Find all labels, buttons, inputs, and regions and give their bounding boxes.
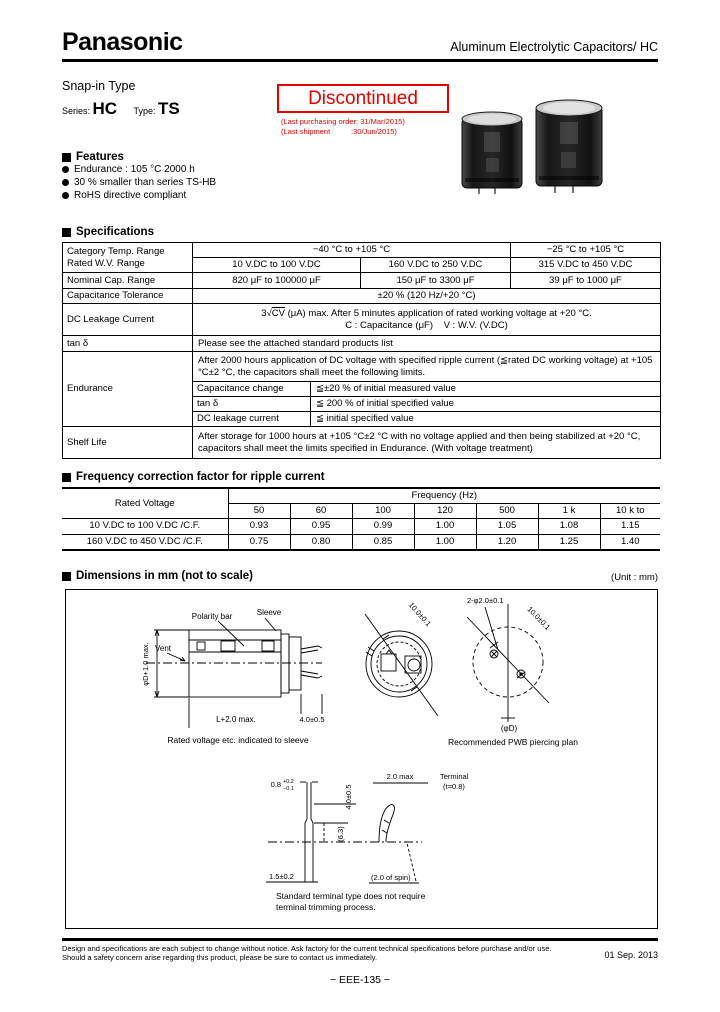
frequency-title [62, 471, 325, 483]
footer-disclaimer-2: Should a safety concern arise regarding this product, please be sure to contact us immediately. [62, 953, 378, 962]
table-row [63, 336, 661, 352]
freq-col-header: 100 [352, 503, 414, 518]
series-type-line [62, 99, 180, 119]
last-shipment-note: (Last shipment :30/Jun/2015) [281, 127, 397, 136]
spec-label-tan: tan δ [63, 336, 193, 352]
section-square-icon [62, 473, 71, 482]
dimensions-title-text: Dimensions in mm (not to scale) [76, 570, 253, 582]
freq-value: 1.00 [414, 518, 476, 534]
freq-value: 1.00 [414, 534, 476, 550]
spec-label-cell [63, 243, 193, 273]
pwb-pitch-dimension: 10.0±0.1 [525, 604, 553, 632]
spec-value: Please see the attached standard products list [193, 336, 661, 352]
endurance-sub-value: ≦ 200 % of initial specified value [311, 397, 661, 412]
features-title-text: Features [76, 151, 124, 163]
unit-note: (Unit : mm) [611, 572, 658, 583]
table-row [63, 243, 661, 258]
freq-value: 1.05 [476, 518, 538, 534]
freq-value: 0.95 [290, 518, 352, 534]
capacitor-photo-large [536, 100, 602, 193]
series-label: Series: [62, 106, 91, 116]
footer-date: 01 Sep. 2013 [604, 950, 658, 960]
dimensions-drawing-box [65, 589, 658, 929]
terminal-name-label: Terminal [440, 772, 469, 781]
table-row [63, 427, 661, 459]
series-value: HC [92, 99, 118, 118]
polarity-bar-label: Polarity bar [191, 612, 233, 621]
capacitor-photos [450, 96, 620, 196]
feature-text: Endurance : 105 °C 2000 h [74, 164, 195, 175]
spec-label-endurance: Endurance [63, 352, 193, 427]
table-row [63, 289, 661, 304]
diameter-dimension: φD+1.0 max. [141, 642, 150, 686]
spec-label-tolerance: Capacitance Tolerance [63, 289, 193, 304]
endurance-sub-label: DC leakage current [193, 412, 311, 427]
endurance-intro: After 2000 hours application of DC voltage with specified ripple current (≦rated DC working voltage) at +105 °C±2 °C, the capacitors shall meet the following limits. [193, 352, 661, 382]
side-view-caption: Rated voltage etc. indicated to sleeve [167, 735, 309, 745]
brand-logo: Panasonic [62, 28, 183, 56]
freq-value: 0.93 [228, 518, 290, 534]
freq-row-label: 160 V.DC to 450 V.DC /C.F. [62, 534, 228, 550]
table-row [63, 304, 661, 336]
frequency-title-text: Frequency correction factor for ripple current [76, 471, 325, 483]
terminal-thickness-label: (t=0.8) [443, 782, 465, 791]
endurance-sub-value: ≦ initial specified value [311, 412, 661, 427]
freq-col-header: 1 k [538, 503, 600, 518]
freq-value: 1.08 [538, 518, 600, 534]
bullet-icon [62, 192, 69, 199]
feature-item [62, 189, 216, 202]
specifications-title [62, 226, 154, 238]
page-number: − EEE-135 − [329, 974, 391, 986]
feature-text: RoHS directive compliant [74, 190, 187, 201]
spec-value: 10 V.DC to 100 V.DC [193, 258, 361, 273]
bullet-icon [62, 179, 69, 186]
freq-value: 0.80 [290, 534, 352, 550]
freq-col-header: 120 [414, 503, 476, 518]
bullet-icon [62, 166, 69, 173]
leakage-formula [196, 308, 657, 319]
endurance-sub-label: tan δ [193, 397, 311, 412]
leakage-legend: C : Capacitance (μF) V : W.V. (V.DC) [345, 319, 508, 331]
feature-item [62, 163, 216, 176]
frequency-table [62, 487, 660, 551]
terminal-width-plus-tol: +0.2 [283, 779, 294, 785]
endurance-sub-label: Capacitance change [193, 382, 311, 397]
spec-value: 150 μF to 3300 μF [361, 273, 511, 289]
features-section [62, 151, 216, 202]
footer-disclaimer-1: Design and specifications are each subject to change without notice. Ask factory for the current technical specifications before purchase and/or use. [62, 944, 552, 953]
spec-value: 820 μF to 100000 μF [193, 273, 361, 289]
spec-value: 39 μF to 1000 μF [511, 273, 661, 289]
freq-col-header: 10 k to [600, 503, 660, 518]
freq-value: 1.40 [600, 534, 660, 550]
footer-rule [62, 938, 658, 941]
table-row [62, 488, 660, 503]
spec-value: −25 °C to +105 °C [511, 243, 661, 258]
table-row [63, 273, 661, 289]
endurance-sub-value: ≦±20 % of initial measured value [311, 382, 661, 397]
shelf-value: After storage for 1000 hours at +105 °C±2 °C with no voltage applied and then being stabilized at +20 °C, capacitors shall meet the limits specified in Endurance. (With voltage treatment) [193, 427, 661, 459]
vent-label: Vent [154, 644, 172, 653]
terminal-length-dimension: 4.0±0.5 [344, 784, 353, 810]
spec-label-category: Category Temp. Range [67, 246, 165, 258]
freq-value: 1.15 [600, 518, 660, 534]
dimensions-title [62, 570, 253, 582]
pwb-caption: Recommended PWB piercing plan [448, 737, 578, 747]
last-order-note: (Last purchasing order: 31/Mar/2015) [281, 117, 405, 126]
sleeve-label: Sleeve [256, 608, 282, 617]
terminal-base-dimension: 1.5±0.2 [269, 872, 294, 881]
specifications-title-text: Specifications [76, 226, 154, 238]
spec-value: 315 V.DC to 450 V.DC [511, 258, 661, 273]
product-type-line: Snap-in Type [62, 79, 136, 93]
freq-col-header: 60 [290, 503, 352, 518]
pwb-diameter-label: (φD) [500, 724, 518, 733]
section-square-icon [62, 228, 71, 237]
specifications-table [62, 242, 661, 459]
leakage-cv: CV [271, 308, 285, 320]
freq-value: 0.75 [228, 534, 290, 550]
discontinued-stamp: Discontinued [277, 84, 449, 113]
section-square-icon [62, 572, 71, 581]
spec-value: −40 °C to +105 °C [193, 243, 511, 258]
freq-row-label: 10 V.DC to 100 V.DC /C.F. [62, 518, 228, 534]
leakage-suffix: (μA) max. After 5 minutes application of rated working voltage at +20 °C. [284, 308, 592, 320]
terminal-width-minus-tol: −0.1 [283, 786, 294, 792]
terminal-pitch-dimension: 10.0±0.1 [406, 600, 433, 629]
terminal-note-line1: Standard terminal type does not require [276, 891, 426, 901]
table-row [62, 518, 660, 534]
length-dimension: L+2.0 max. [216, 715, 256, 724]
features-title [62, 151, 216, 163]
terminal-spin-dimension: (2.0 of spin) [371, 873, 411, 882]
feature-text: 30 % smaller than series TS-HB [74, 177, 217, 188]
table-row [62, 534, 660, 550]
freq-col-header: 500 [476, 503, 538, 518]
spec-label-leakage: DC Leakage Current [63, 304, 193, 336]
capacitor-photo-small [462, 112, 522, 194]
terminal-width-dimension: 0.8 [270, 780, 281, 789]
freq-rated-voltage-header: Rated Voltage [62, 488, 228, 518]
freq-frequency-header: Frequency (Hz) [228, 488, 660, 503]
type-label: Type: [133, 106, 156, 116]
hole-diameter-dimension: 2-φ2.0±0.1 [467, 596, 504, 605]
document-title: Aluminum Electrolytic Capacitors/ HC [450, 40, 658, 54]
spec-label-shelf: Shelf Life [63, 427, 193, 459]
feature-item [62, 176, 216, 189]
terminal-tip-dimension: 2.0 max [386, 772, 414, 781]
dimensions-drawing [66, 590, 659, 930]
type-value: TS [157, 99, 180, 118]
spec-value [193, 304, 661, 336]
freq-col-header: 50 [228, 503, 290, 518]
terminal-note-line2: terminal trimming process. [276, 902, 376, 912]
freq-value: 0.99 [352, 518, 414, 534]
spec-value: ±20 % (120 Hz/+20 °C) [193, 289, 661, 304]
spec-label-wv: Rated W.V. Range [67, 257, 145, 269]
section-square-icon [62, 153, 71, 162]
freq-value: 1.20 [476, 534, 538, 550]
table-row [63, 352, 661, 382]
spec-value: 160 V.DC to 250 V.DC [361, 258, 511, 273]
freq-value: 1.25 [538, 534, 600, 550]
leakage-prefix: 3√ [261, 308, 272, 320]
spec-label-cap: Nominal Cap. Range [63, 273, 193, 289]
terminal-depth-dimension: (6.3) [336, 826, 345, 842]
freq-value: 0.85 [352, 534, 414, 550]
lead-length-dimension: 4.0±0.5 [299, 715, 325, 724]
header-rule [62, 59, 658, 62]
